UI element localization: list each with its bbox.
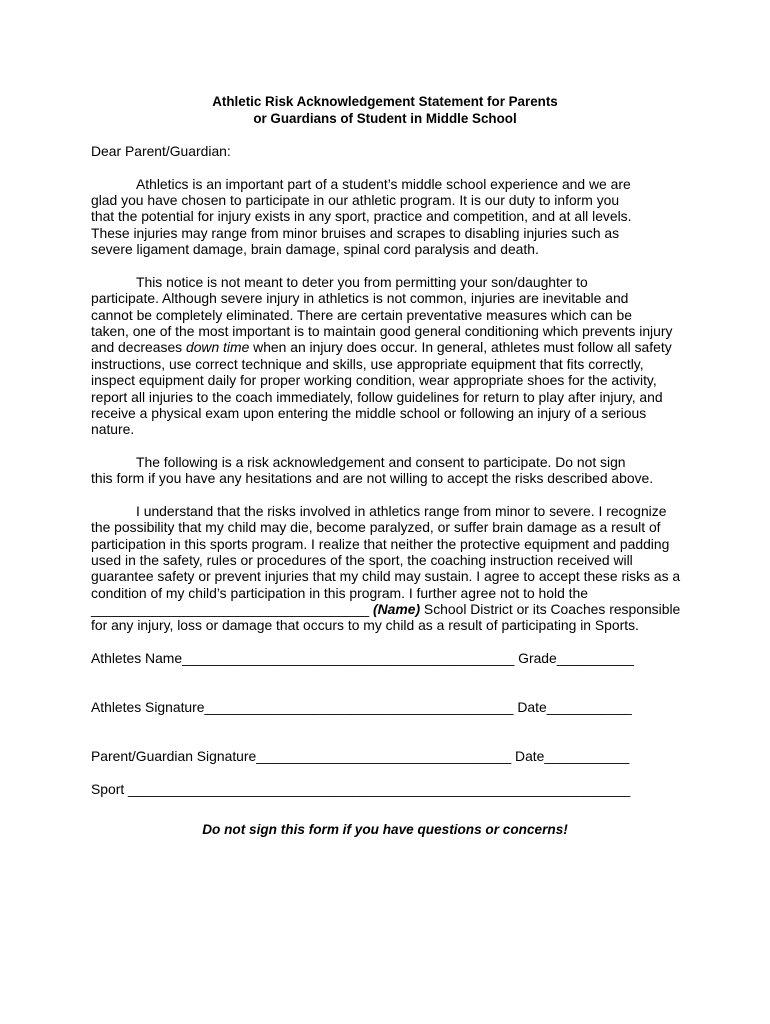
paragraph-2-line: taken, one of the most important is to maintain good general conditioning which prevents injury — [91, 323, 673, 339]
paragraph-1-line: These injuries may range from minor bruises and scrapes to disabling injuries such as — [91, 225, 620, 241]
salutation: Dear Parent/Guardian: — [91, 143, 231, 159]
footer-warning: Do not sign this form if you have questions or concerns! — [202, 822, 568, 837]
paragraph-1-line: severe ligament damage, brain damage, spinal cord paralysis and death. — [91, 241, 539, 257]
paragraph-4-line: used in the safety, rules or procedures of the sport, the coaching instruction received will — [91, 552, 633, 568]
paragraph-4-line: I understand that the risks involved in athletics range from minor to severe. I recognize — [136, 503, 667, 519]
paragraph-4-line: participation in this sports program. I realize that neither the protective equipment and padding — [91, 536, 670, 552]
paragraph-2-text: and decreases — [91, 339, 186, 355]
paragraph-4-line: for any injury, loss or damage that occurs to my child as a result of participating in Sports. — [91, 617, 639, 633]
paragraph-4-line: the possibility that my child may die, become paralyzed, or suffer brain damage as a result of — [91, 519, 661, 535]
paragraph-2-line: participate. Although severe injury in athletics is not common, injuries are inevitable and — [91, 290, 629, 306]
paragraph-2-line: report all injuries to the coach immediately, follow guidelines for return to play after injury, and — [91, 389, 663, 405]
paragraph-2-text: when an injury does occur. In general, athletes must follow all safety — [249, 339, 672, 355]
paragraph-2-line: cannot be completely eliminated. There are certain preventative measures which can be — [91, 307, 633, 323]
paragraph-4-line: condition of my child’s participation in this program. I further agree not to hold the — [91, 585, 588, 601]
paragraph-1-line: glad you have chosen to participate in our athletic program. It is our duty to inform you — [91, 192, 620, 208]
paragraph-1-line: that the potential for injury exists in any sport, practice and competition, and at all levels. — [91, 208, 632, 224]
name-placeholder-label: (Name) — [372, 601, 421, 617]
paragraph-2-line — [91, 339, 672, 356]
paragraph-2-line: nature. — [91, 421, 135, 437]
document-title-line-1: Athletic Risk Acknowledgement Statement for Parents — [212, 94, 558, 109]
paragraph-1-line: Athletics is an important part of a student’s middle school experience and we are — [136, 176, 631, 192]
athletes-name-grade-field[interactable]: Athletes Name___________________________________________ Grade__________ — [91, 650, 635, 666]
district-name-blank[interactable]: ____________________________________ — [91, 601, 370, 617]
emphasized-term: down time — [185, 339, 250, 355]
paragraph-3-line: this form if you have any hesitations and are not willing to accept the risks described above. — [91, 470, 654, 486]
parent-signature-date-field[interactable]: Parent/Guardian Signature_________________________________ Date___________ — [91, 748, 630, 764]
paragraph-2-line: instructions, use correct technique and skills, use appropriate equipment that fits correctly, — [91, 356, 644, 372]
paragraph-4-line — [91, 601, 680, 618]
paragraph-4-text: School District or its Coaches responsible — [420, 601, 681, 617]
paragraph-4-line: guarantee safety or prevent injuries that my child may sustain. I agree to accept these risks as a — [91, 568, 681, 584]
athletes-signature-date-field[interactable]: Athletes Signature________________________________________ Date___________ — [91, 699, 632, 715]
paragraph-2-line: inspect equipment daily for proper working condition, wear appropriate shoes for the activity, — [91, 372, 657, 388]
paragraph-2-line: receive a physical exam upon entering the middle school or following an injury of a serious — [91, 405, 647, 421]
paragraph-3-line: The following is a risk acknowledgement and consent to participate. Do not sign — [136, 454, 626, 470]
document-title-line-2: or Guardians of Student in Middle School — [253, 111, 517, 126]
sport-field[interactable]: Sport _________________________________________________________________ — [91, 781, 631, 797]
paragraph-2-line: This notice is not meant to deter you from permitting your son/daughter to — [136, 274, 588, 290]
